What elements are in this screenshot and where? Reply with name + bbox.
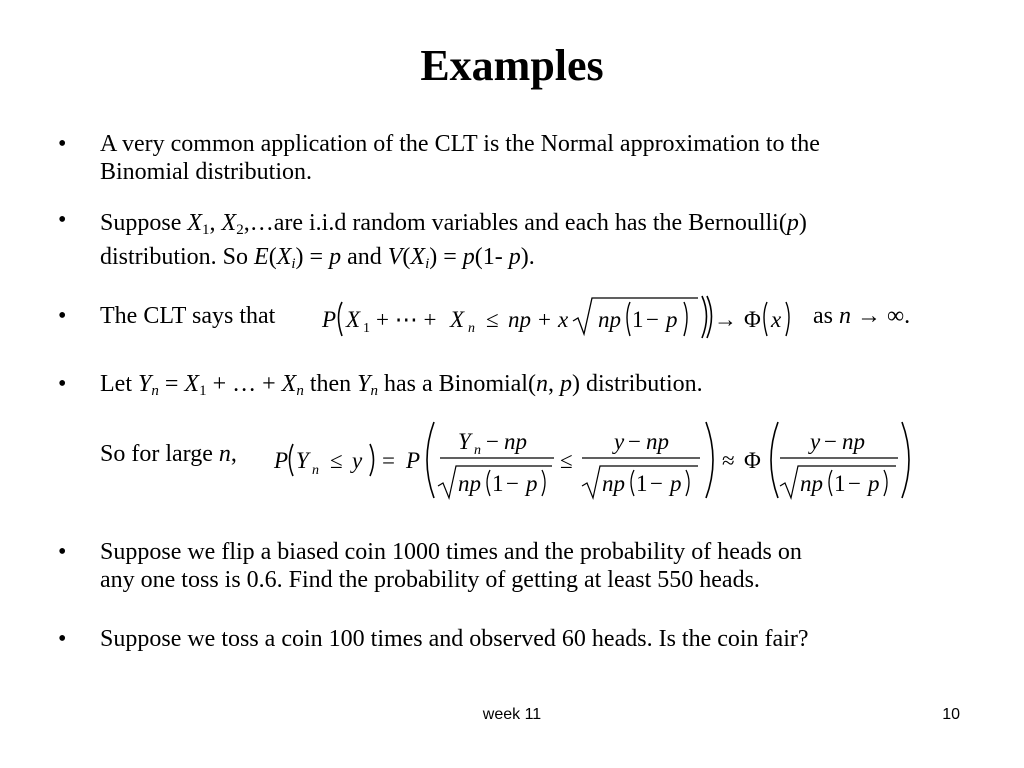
svg-text:y: y [614, 429, 625, 454]
bullet-4-marker: • [58, 371, 67, 397]
svg-text:P: P [322, 307, 337, 332]
svg-text:1: 1 [632, 307, 644, 332]
svg-text:p: p [868, 471, 880, 496]
bullet-1-line2: Binomial distribution. [100, 159, 313, 185]
svg-text:np: np [508, 307, 531, 332]
svg-text:Φ: Φ [744, 307, 761, 332]
svg-text:≤: ≤ [330, 448, 343, 473]
bullet-6-marker: • [58, 626, 67, 652]
svg-text:−: − [646, 307, 659, 332]
svg-text:P: P [274, 448, 289, 473]
svg-text:−: − [824, 429, 837, 454]
bullet-1-marker: • [58, 131, 67, 157]
bullet-3-lead: The CLT says that [100, 303, 276, 329]
svg-text:n: n [468, 321, 475, 336]
clt-formula [318, 288, 808, 344]
svg-text:1: 1 [363, 321, 370, 336]
svg-text:p: p [666, 307, 678, 332]
bullet-5-marker: • [58, 539, 67, 565]
bullet-4-text: Let $Y_n = X_1$ + … + $X_n$ then $Y_n$ has a Binomial(n, p) distribution. [100, 371, 703, 399]
svg-text:p: p [670, 471, 682, 496]
bullet-1-text [100, 130, 980, 186]
svg-text:−: − [506, 471, 519, 496]
svg-text:Y: Y [458, 429, 471, 454]
bullet-2-line2: distribution. So $E(X_i) = p$ and $V(X_i) = p(1-$ p). [100, 244, 535, 272]
svg-text:1: 1 [636, 471, 648, 496]
svg-text:Y: Y [296, 448, 309, 473]
footer-week: week 11 [482, 706, 542, 723]
svg-text:p: p [526, 471, 538, 496]
svg-text:X: X [346, 307, 361, 332]
svg-text:−: − [628, 429, 641, 454]
svg-text:=: = [382, 448, 395, 473]
svg-text:x: x [558, 307, 569, 332]
svg-text:np: np [504, 429, 527, 454]
svg-text:X: X [450, 307, 465, 332]
svg-text:+: + [538, 307, 551, 332]
svg-text:≤: ≤ [486, 307, 499, 332]
svg-text:np: np [646, 429, 669, 454]
bullet-5-line1: Suppose we flip a biased coin 1000 times and the probability of heads on [100, 539, 802, 565]
binomial-formula [272, 418, 922, 506]
svg-text:≈: ≈ [722, 448, 735, 473]
svg-text:−: − [848, 471, 861, 496]
slide-title: Examples [420, 41, 604, 90]
bullet-5-line2: any one toss is 0.6. Find the probability of getting at least 550 heads. [100, 567, 760, 593]
svg-text:+ ⋯ +: + ⋯ + [376, 307, 437, 332]
bullet-6-text: Suppose we toss a coin 100 times and observed 60 heads. Is the coin fair? [100, 626, 809, 652]
svg-text:1: 1 [492, 471, 504, 496]
bullet-1-line1: A very common application of the CLT is the Normal approximation to the [100, 131, 820, 157]
svg-text:np: np [598, 307, 621, 332]
bullet-2-marker: • [58, 207, 67, 233]
svg-text:np: np [800, 471, 823, 496]
svg-text:np: np [602, 471, 625, 496]
bullet-2-text [100, 206, 980, 274]
bullet-5-text [100, 538, 980, 594]
svg-text:np: np [842, 429, 865, 454]
svg-text:y: y [810, 429, 821, 454]
bullet-3-trail: as n → ∞. [813, 303, 911, 329]
bullet-3-marker: • [58, 303, 67, 329]
svg-text:P: P [406, 448, 421, 473]
svg-text:np: np [458, 471, 481, 496]
svg-text:≤: ≤ [560, 448, 573, 473]
svg-text:y: y [352, 448, 363, 473]
bullet-2-line1: Suppose $X_1$, $X_2,\dots are$ i.i.d random variables and each has the Bernoulli(p) [100, 210, 807, 238]
svg-text:n: n [312, 463, 319, 478]
svg-text:Φ: Φ [744, 448, 761, 473]
svg-text:x: x [771, 307, 782, 332]
page-number: 10 [942, 706, 960, 723]
svg-text:→: → [714, 307, 737, 332]
svg-text:n: n [474, 443, 481, 458]
svg-text:−: − [486, 429, 499, 454]
bullet-4-so-large: So for large n, [100, 441, 237, 467]
svg-text:1: 1 [834, 471, 846, 496]
svg-text:−: − [650, 471, 663, 496]
